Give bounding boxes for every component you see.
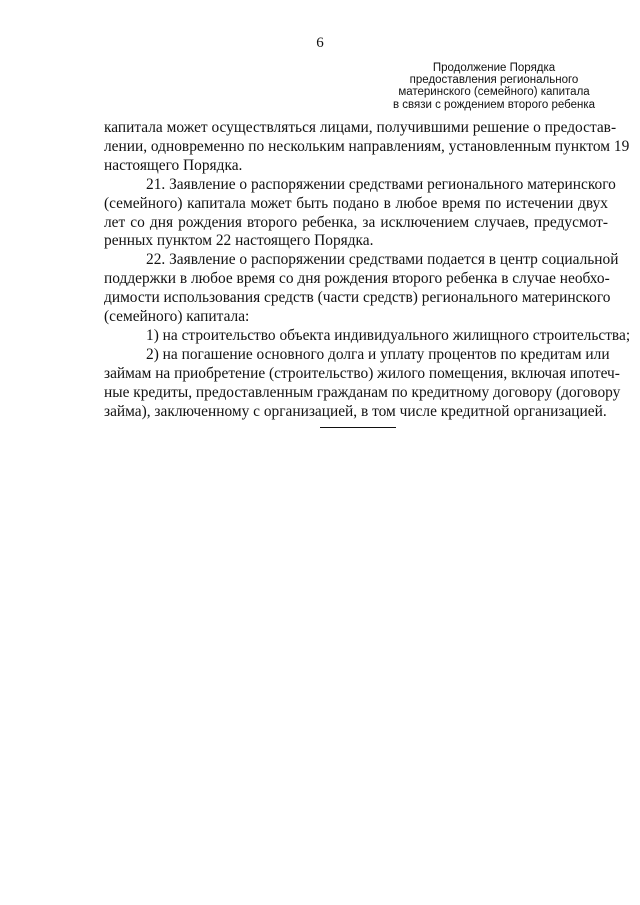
paragraph-21-line: ренных пунктом 22 настоящего Порядка.	[104, 232, 374, 250]
list-item-2-line: займа), заключенному с организацией, в том числе кредитной организацией.	[104, 402, 607, 420]
document-body	[104, 119, 631, 422]
paragraph-22-line: поддержки в любое время со дня рождения второго ребенка в случае необхо-	[104, 270, 610, 288]
list-item-2-line: ные кредиты, предоставленным гражданам по кредитному договору (договору	[104, 383, 621, 401]
header-line: Продолжение Порядка	[432, 62, 556, 74]
paragraph-22-line: димости использования средств (части средств) регионального материнского	[104, 289, 611, 307]
paragraph-21-line: лет со дня рождения второго ребенка, за исключением случаев, предусмот-	[104, 213, 608, 231]
paragraph-22-line: (семейного) капитала:	[104, 308, 250, 326]
paragraph-20-line: капитала может осуществляться лицами, получившими решение о предостав-	[104, 119, 617, 136]
page-number: 6	[316, 35, 324, 51]
list-item-2-line: 2) на погашение основного долга и уплату процентов по кредитам или	[146, 345, 610, 363]
header-line: материнского (семейного) капитала	[398, 86, 590, 99]
header-line: предоставления регионального	[409, 74, 579, 87]
paragraph-22-line: 22. Заявление о распоряжении средствами подается в центр социальной	[146, 251, 619, 269]
document-header	[380, 62, 608, 111]
end-separator-line	[320, 427, 396, 428]
paragraph-21-line: 21. Заявление о распоряжении средствами регионального материнского	[146, 175, 616, 193]
list-item-1-line: 1) на строительство объекта индивидуального жилищного строительства;	[146, 326, 631, 344]
header-line: в связи с рождением второго ребенка	[392, 98, 596, 111]
list-item-2-line: займам на приобретение (строительство) жилого помещения, включая ипотеч-	[104, 364, 620, 382]
paragraph-20-line: лении, одновременно по нескольким направлениям, установленным пунктом 19	[104, 137, 630, 155]
paragraph-21-line: (семейного) капитала может быть подано в любое время по истечении двух	[104, 194, 608, 212]
paragraph-20-line: настоящего Порядка.	[104, 156, 243, 174]
